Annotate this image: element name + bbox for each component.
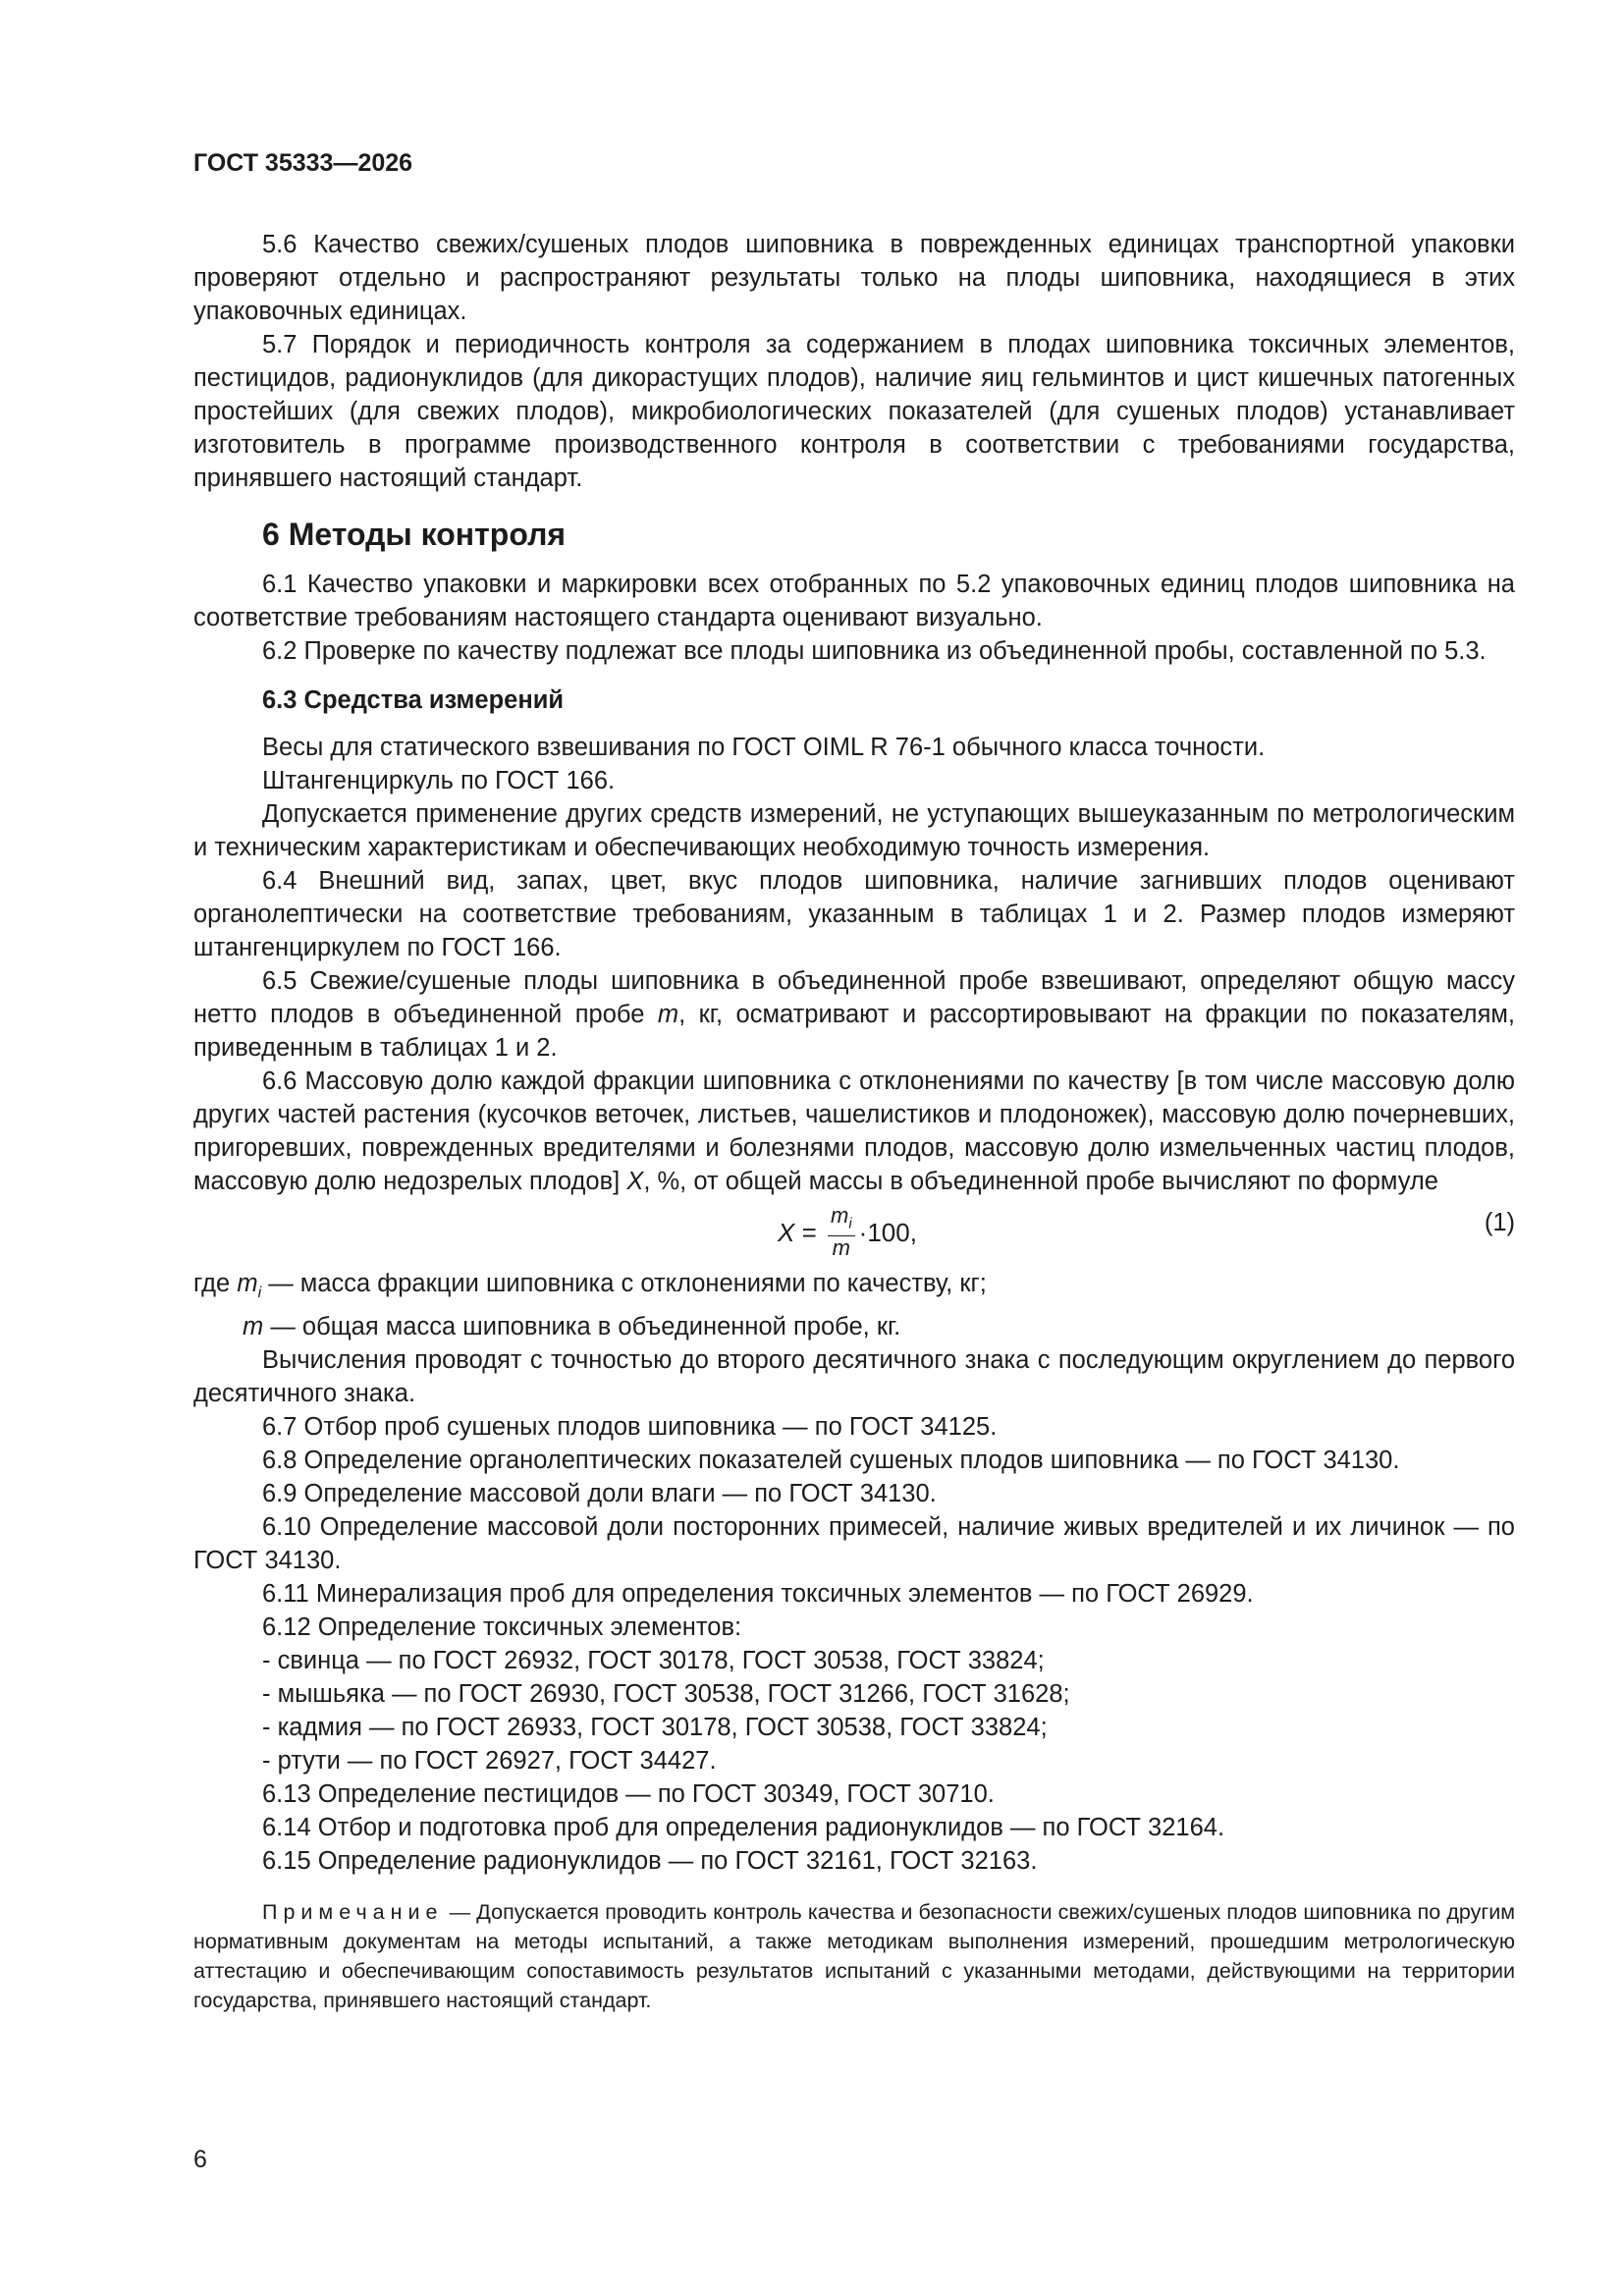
paragraph-6-13: 6.13 Определение пестицидов — по ГОСТ 30349, ГОСТ 30710. [262, 1780, 995, 1809]
paragraph-6-9: 6.9 Определение массовой доли влаги — по ГОСТ 34130. [262, 1480, 937, 1508]
formula-numerator: $m_i$ [828, 1204, 855, 1236]
paragraph-6-7: 6.7 Отбор проб сушеных плодов шиповника — по ГОСТ 34125. [262, 1413, 998, 1442]
paragraph-6-11: 6.11 Минерализация проб для определения токсичных элементов — по ГОСТ 26929. [262, 1580, 1254, 1609]
paragraph-6-8: 6.8 Определение органолептических показателей сушеных плодов шиповника — по ГОСТ 34130. [262, 1447, 1400, 1475]
calculation-precision: Вычисления проводят с точностью до второго десятичного знака с последующим округлением до первого десятичного знака. [193, 1346, 1515, 1408]
paragraph-6-14: 6.14 Отбор и подготовка проб для определения радионуклидов — по ГОСТ 32164. [262, 1814, 1225, 1842]
paragraph-6-2: 6.2 Проверке по качеству подлежат все плоды шиповника из объединенной пробы, составленной по 5.3. [262, 637, 1487, 665]
paragraph-6-15: 6.15 Определение радионуклидов — по ГОСТ 32161, ГОСТ 32163. [262, 1847, 1038, 1876]
paragraph-6-12: 6.12 Определение токсичных элементов: [262, 1613, 742, 1642]
tools-caliper: Штангенциркуль по ГОСТ 166. [262, 767, 616, 794]
tools-scales: Весы для статического взвешивания по ГОСТ OIML R 76-1 обычного класса точности. [262, 734, 1266, 761]
paragraph-5-7: 5.7 Порядок и периодичность контроля за содержанием в плодах шиповника токсичных элементов, пестицидов, радионуклидов (для дикорастущих плодов), наличие яиц гельминтов и цист кишечных патогенных простейших (для свежих плодов), микробиологических показателей (для сушеных плодов) устанавливает изготовитель в программе производственного контроля в соответствии с требованиями государства, принявшего настоящий стандарт. [193, 331, 1515, 492]
paragraph-6-10: 6.10 Определение массовой доли посторонних примесей, наличие живых вредителей и их личинок — по ГОСТ 34130. [193, 1513, 1515, 1575]
paragraph-6-5: 6.5 Свежие/сушеные плоды шиповника в объединенной пробе взвешивают, определяют общую массу нетто плодов в объединенной пробе m, кг, осматривают и рассортировывают на фракции по показателям, приведенным в таблицах 1 и 2. [193, 967, 1515, 1062]
note-label: Примечание [262, 1900, 444, 1925]
page-number: 6 [193, 2146, 207, 2173]
paragraph-6-4: 6.4 Внешний вид, запах, цвет, вкус плодов шиповника, наличие загнивших плодов оценивают органолептически на соответствие требованиям, указанным в таблицах 1 и 2. Размер плодов измеряют штангенциркулем по ГОСТ 166. [193, 867, 1515, 961]
body-text [193, 228, 1515, 2015]
tools-other: Допускается применение других средств измерений, не уступающих вышеуказанным по метрологическим и техническим характеристикам и обеспечивающих необходимую точность измерения. [193, 800, 1515, 861]
list-item-cadmium: - кадмия — по ГОСТ 26933, ГОСТ 30178, ГОСТ 30538, ГОСТ 33824; [262, 1714, 1048, 1742]
formula: X = $\frac{m_i}{m}$ ·100, [778, 1203, 917, 1261]
document-code-header: ГОСТ 35333—2026 [193, 149, 413, 177]
where-mi: где $m_i$ — масса фракции шиповника с отклонениями по качеству, кг; [193, 1270, 987, 1302]
section-title: 6 Методы контроля [262, 517, 567, 552]
note: Примечание — Допускается проводить контроль качества и безопасности свежих/сушеных плодов шиповника по другим нормативным документам на методы испытаний, а также методикам выполнения измерений, прошедшим метрологическую аттестацию и обеспечивающим сопоставимость результатов испытаний с указанными методами, действующими на территории государства, принявшего настоящий стандарт. [193, 1900, 1515, 2013]
list-item-mercury: - ртути — по ГОСТ 26927, ГОСТ 34427. [262, 1747, 717, 1776]
formula-number: (1) [1484, 1209, 1515, 1236]
subsection-title: 6.3 Средства измерений [262, 686, 565, 714]
paragraph-6-1: 6.1 Качество упаковки и маркировки всех отобранных по 5.2 упаковочных единиц плодов шиповника на соответствие требованиям настоящего стандарта оценивают визуально. [193, 571, 1515, 631]
formula-row [193, 1202, 1515, 1261]
where-m: m — общая масса шиповника в объединенной пробе, кг. [243, 1313, 901, 1341]
formula-fraction: $\frac{m_i}{m}$ [828, 1204, 855, 1260]
paragraph-6-6: 6.6 Массовую долю каждой фракции шиповника с отклонениями по качеству [в том числе массовую долю других частей растения (кусочков веточек, листьев, чашелистиков и плодоножек), массовую долю почерневших, пригоревших, поврежденных вредителями и болезнями плодов, массовую долю измельченных частиц плодов, массовую долю недозрелых плодов] X, %, от общей массы в объединенной пробе вычисляют по формуле [193, 1067, 1515, 1195]
paragraph-5-6: 5.6 Качество свежих/сушеных плодов шиповника в поврежденных единицах транспортной упаковки проверяют отдельно и распространяют результаты только на плоды шиповника, находящиеся в этих упаковочных единицах. [193, 231, 1515, 325]
list-item-lead: - свинца — по ГОСТ 26932, ГОСТ 30178, ГОСТ 30538, ГОСТ 33824; [262, 1647, 1045, 1675]
list-item-arsenic: - мышьяка — по ГОСТ 26930, ГОСТ 30538, ГОСТ 31266, ГОСТ 31628; [262, 1680, 1070, 1709]
